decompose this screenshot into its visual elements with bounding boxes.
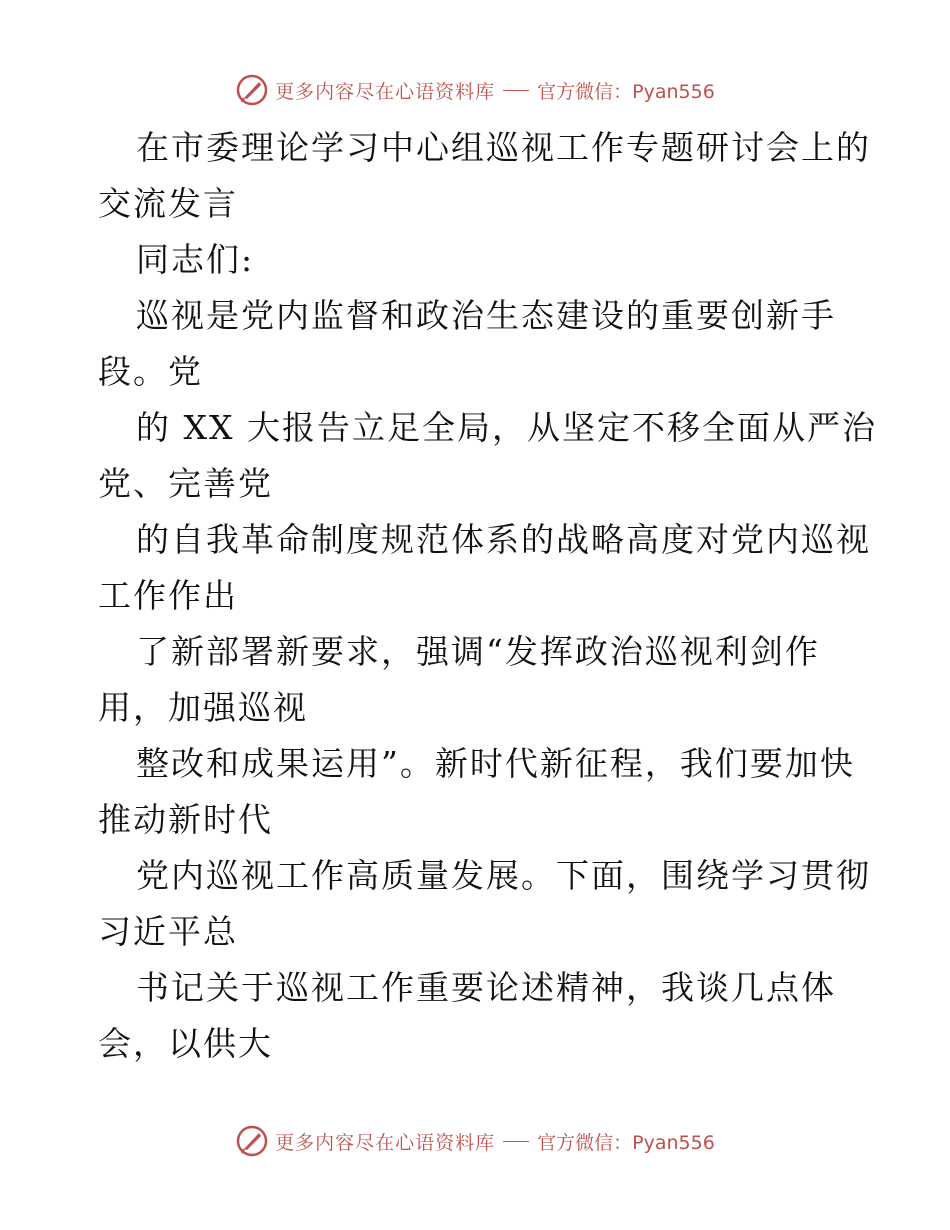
text-line: 的 XX 大报告立足全局，从坚定不移全面从严治: [136, 408, 877, 447]
text-line: 会，以供大: [98, 1024, 273, 1063]
text-line: 用，加强巡视: [98, 688, 308, 727]
text-line: 习近平总: [98, 912, 238, 951]
watermark-banner-top: [0, 70, 950, 110]
text-line: 在市委理论学习中心组巡视工作专题研讨会上的: [136, 128, 871, 167]
text-line: 书记关于巡视工作重要论述精神，我谈几点体: [136, 968, 836, 1007]
text-line: 推动新时代: [98, 800, 273, 839]
text-line: 了新部署新要求，强调“发挥政治巡视利剑作: [136, 632, 820, 671]
text-line: 同志们:: [136, 240, 255, 279]
document-body: [98, 120, 877, 1072]
text-line: 整改和成果运用”。新时代新征程，我们要加快: [136, 744, 855, 783]
text-line: 交流发言: [98, 184, 238, 223]
watermark-wechat: 官方微信：Pyan556: [537, 1131, 715, 1154]
text-line: 党、完善党: [98, 464, 273, 503]
feather-pen-logo-icon: [235, 73, 269, 107]
watermark-text: 更多内容尽在心语资料库: [275, 80, 496, 103]
text-line: 的自我革命制度规范体系的战略高度对党内巡视: [136, 520, 871, 559]
watermark-banner-bottom: [0, 1121, 950, 1161]
text-line: 工作作出: [98, 576, 238, 615]
text-line: 巡视是党内监督和政治生态建设的重要创新手: [136, 296, 836, 335]
watermark-dash: [503, 1141, 529, 1142]
text-line: 段。党: [98, 352, 203, 391]
watermark-text: 更多内容尽在心语资料库: [275, 1131, 496, 1154]
text-line: 党内巡视工作高质量发展。下面，围绕学习贯彻: [136, 856, 871, 895]
watermark-dash: [503, 90, 529, 91]
feather-pen-logo-icon: [235, 1124, 269, 1158]
watermark-wechat: 官方微信：Pyan556: [537, 80, 715, 103]
